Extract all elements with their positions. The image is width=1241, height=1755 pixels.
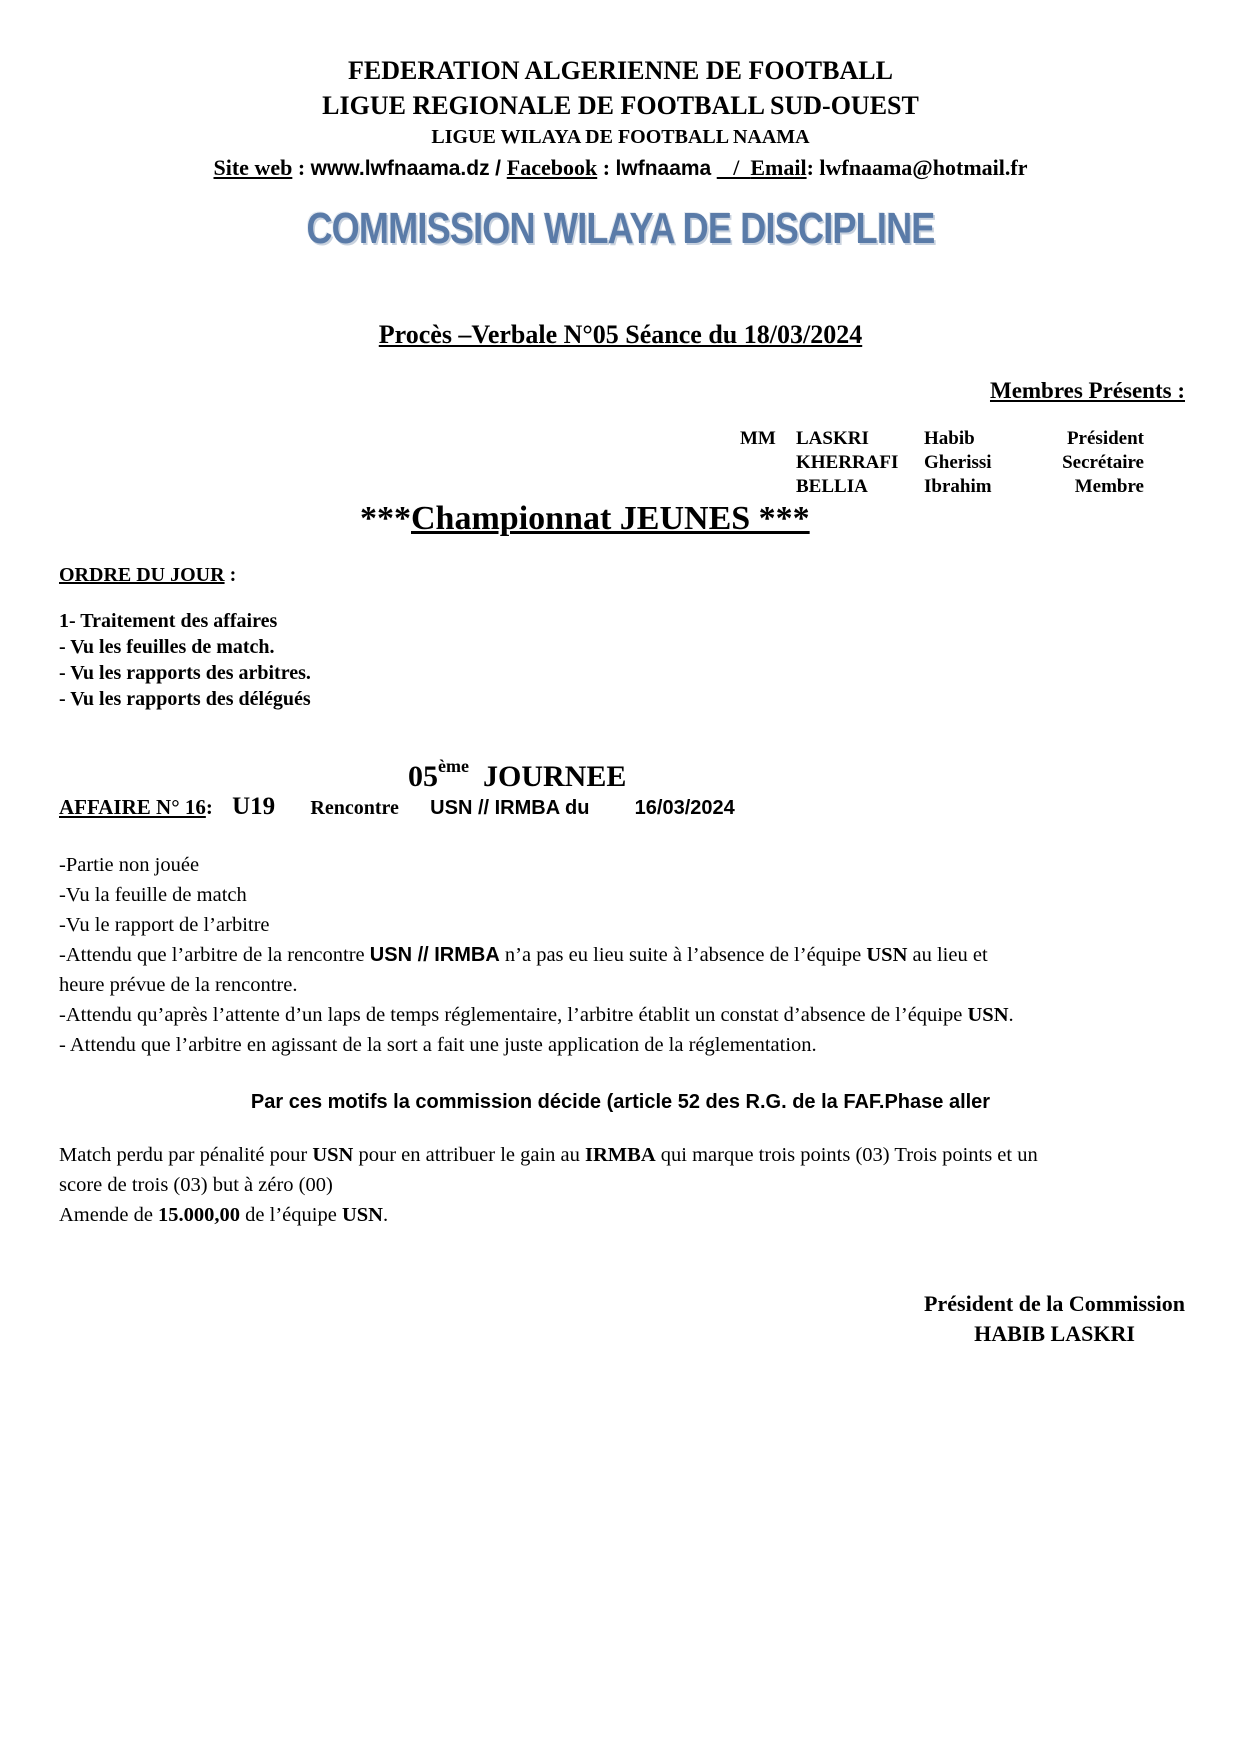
member-first-name: Ibrahim	[924, 476, 992, 497]
body-line: -Attendu qu’après l’attente d’un laps de temps réglementaire, l’arbitre établit un constat d’absence de l’équipe USN.	[59, 1004, 1014, 1026]
body-line: -Vu le rapport de l’arbitre	[59, 914, 270, 936]
members-prefix: MM	[740, 428, 776, 449]
signature-title: Président de la Commission	[924, 1291, 1185, 1316]
list-item: - Vu les rapports des délégués	[59, 688, 311, 710]
member-name: LASKRI	[796, 428, 869, 449]
championnat-prefix: ***	[360, 500, 411, 537]
commission-title: COMMISSION WILAYA DE DISCIPLINE	[306, 204, 935, 253]
decision-line: score de trois (03) but à zéro (00)	[59, 1174, 333, 1196]
member-name: KHERRAFI	[796, 452, 899, 473]
affaire-line: AFFAIRE N° 16: U19 Rencontre USN // IRMBA du 16/03/2024	[59, 793, 735, 820]
body-line: -Vu la feuille de match	[59, 884, 247, 906]
body-line: - Attendu que l’arbitre en agissant de la sort a fait une juste application de la réglementation.	[59, 1034, 817, 1056]
member-role: Membre	[1074, 476, 1144, 497]
body-line: -Attendu que l’arbitre de la rencontre USN // IRMBA n’a pas eu lieu suite à l’absence de l’équipe USN au lieu et	[59, 944, 988, 966]
signature-name: HABIB LASKRI	[974, 1321, 1135, 1346]
member-first-name: Habib	[924, 428, 975, 449]
affaire-category: U19	[232, 793, 276, 820]
list-item: 1- Traitement des affaires	[59, 610, 278, 632]
affaire-rencontre: Rencontre	[310, 797, 399, 819]
championnat-title	[360, 500, 810, 538]
ligue-regionale-title: LIGUE REGIONALE DE FOOTBALL SUD-OUEST	[322, 91, 919, 120]
journee-title	[408, 756, 626, 794]
federation-title: FEDERATION ALGERIENNE DE FOOTBALL	[348, 56, 893, 85]
facebook-link[interactable]: lwfnaama	[615, 157, 712, 180]
proces-verbal-title: Procès –Verbale N°05 Séance du 18/03/2024	[378, 320, 863, 349]
affaire-label: AFFAIRE N° 16	[59, 795, 206, 819]
motifs-line: Par ces motifs la commission décide (article 52 des R.G. de la FAF.Phase aller	[250, 1091, 991, 1113]
list-item: - Vu les rapports des arbitres.	[59, 662, 311, 684]
facebook-label: Facebook	[506, 155, 598, 180]
ordre-label: ORDRE DU JOUR	[59, 564, 225, 586]
contact-line: Site web : www.lwfnaama.dz / Facebook : lwfnaama / Email: lwfnaama@hotmail.fr	[213, 155, 1028, 180]
ordre-du-jour: ORDRE DU JOUR :	[59, 564, 237, 586]
site-label: Site web	[213, 155, 293, 180]
affaire-date: 16/03/2024	[634, 797, 735, 819]
email-label: Email	[750, 155, 807, 180]
member-row	[740, 427, 1144, 451]
body-line: -Partie non jouée	[59, 854, 200, 876]
member-row	[740, 475, 1144, 499]
member-row	[740, 451, 1144, 475]
affaire-body	[59, 850, 1189, 1060]
journee-sup: ème	[438, 756, 469, 776]
journee-label: JOURNEE	[482, 760, 627, 793]
ordre-list	[59, 608, 311, 712]
member-role: Secrétaire	[1062, 452, 1144, 473]
decision-line: Match perdu par pénalité pour USN pour en attribuer le gain au IRMBA qui marque trois points (03) Trois points et un	[59, 1144, 1038, 1166]
list-item: - Vu les feuilles de match.	[59, 636, 275, 658]
member-role: Président	[1066, 428, 1144, 449]
championnat-label: Championnat JEUNES ***	[411, 500, 810, 537]
member-name: BELLIA	[796, 476, 868, 497]
members-table	[740, 427, 1144, 499]
email-link[interactable]: lwfnaama@hotmail.fr	[819, 155, 1028, 180]
affaire-match: USN // IRMBA du	[430, 797, 590, 819]
site-link[interactable]: www.lwfnaama.dz	[310, 157, 490, 180]
member-first-name: Gherissi	[924, 452, 992, 473]
decision-block	[59, 1140, 1038, 1230]
ligue-wilaya-title: LIGUE WILAYA DE FOOTBALL NAAMA	[431, 126, 810, 148]
journee-number: 05	[408, 760, 438, 793]
signature-block	[924, 1289, 1185, 1349]
decision-line: Amende de 15.000,00 de l’équipe USN.	[59, 1204, 389, 1226]
body-line: heure prévue de la rencontre.	[59, 974, 298, 996]
membres-title: Membres Présents :	[989, 378, 1185, 403]
